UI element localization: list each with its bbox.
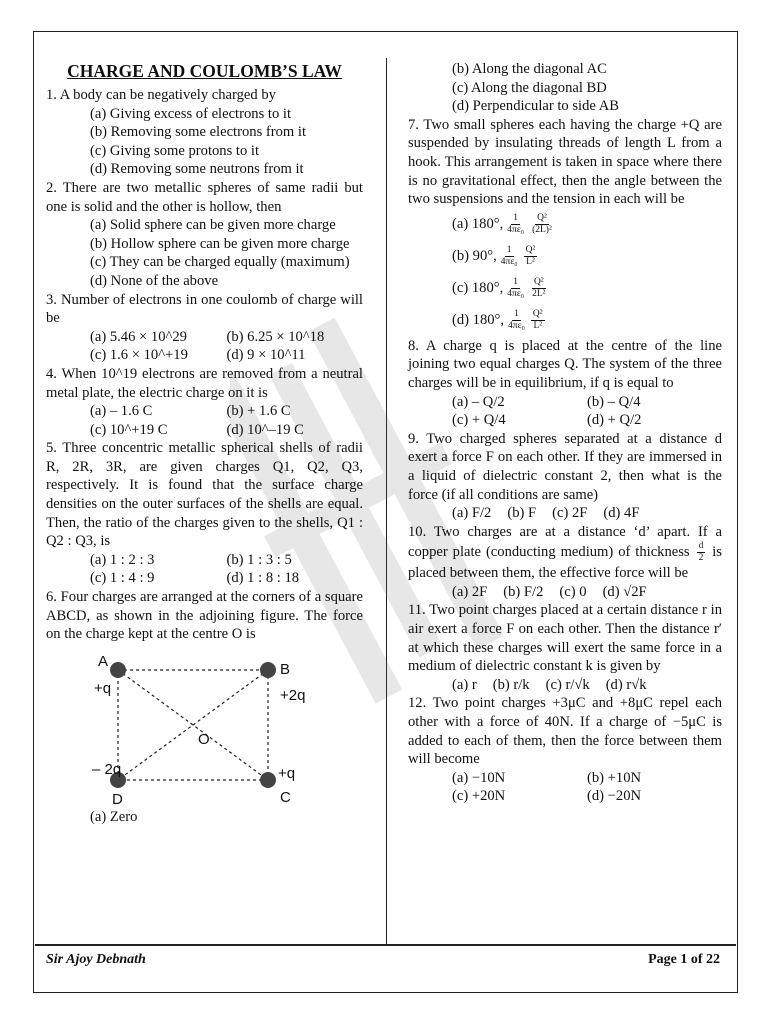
page-title: CHARGE AND COULOMB’S LAW: [67, 61, 342, 81]
q4-option-a: (a) – 1.6 C: [90, 403, 153, 420]
q7-option-b: (b) 90°, $\frac{1}{\text{4πε₀}}$ $\frac{\text{Q²}}{\text{L²}}$: [452, 245, 536, 268]
q10-option-b: (b) F/2: [503, 583, 544, 600]
q10-stem: 10. Two charges are at a distance ‘d’ apart. If a copper plate (conducting medium) of thickness $\frac{d}{2}$ is placed between them, the effective force will be: [408, 523, 722, 582]
q2-option-d: (d) None of the above: [90, 272, 219, 289]
right-column: [408, 60, 722, 806]
q11-option-a: (a) r: [452, 676, 477, 693]
q5-option-c: (c) 1 : 4 : 9: [90, 570, 155, 587]
q4-option-b: (b) + 1.6 C: [226, 403, 291, 420]
q4-option-c: (c) 10^+19 C: [90, 421, 168, 438]
q6-stem: 6. Four charges are arranged at the corners of a square ABCD, as shown in the adjoining figure. The force on the charge kept at the centre O is: [46, 589, 363, 643]
q6-option-b: (b) Along the diagonal AC: [452, 61, 607, 77]
q7-stem: 7. Two small spheres each having the charge +Q are suspended by insulating threads of length L from a hook. This arrangement is taken in space where there is no gravitational effect, then the angle between the two suspensions and the tension in each will be: [408, 116, 722, 208]
label-qc: +q: [278, 764, 296, 782]
label-qa: +q: [94, 679, 112, 697]
q9-option-d: (d) 4F: [603, 505, 640, 522]
square-charges-diagram: [90, 648, 310, 808]
q11-stem: 11. Two point charges placed at a certain distance r in air exert a force F on each other. Then the distance r′ at which these charges will exert the same force in a medium of dielectric constant k is given by: [408, 602, 722, 675]
q3-stem: 3. Number of electrons in one coulomb of charge will be: [46, 291, 363, 327]
column-divider: [386, 58, 387, 944]
q5-option-b: (b) 1 : 3 : 5: [226, 551, 292, 568]
charge-sphere-a: [110, 662, 126, 678]
q2-option-c: (c) They can be charged equally (maximum): [90, 254, 350, 271]
q7-option-d: (d) 180°, $\frac{1}{\text{4πε₀}}$ $\frac{\text{Q²}}{\text{L²}}$: [452, 309, 543, 332]
charge-sphere-b: [260, 662, 276, 678]
left-column: [46, 60, 363, 826]
q1-option-c: (c) Giving some protons to it: [90, 142, 260, 159]
q1-option-b: (b) Removing some electrons from it: [90, 124, 307, 141]
q10-option-a: (a) 2F: [452, 583, 488, 600]
q3-option-b: (b) 6.25 × 10^18: [226, 328, 325, 345]
q8-stem: 8. A charge q is placed at the centre of the line joining two equal charges Q. The system of the three charges will be in equilibrium, if q is equal to: [408, 337, 722, 391]
q3-option-a: (a) 5.46 × 10^29: [90, 328, 187, 345]
q1-stem: 1. A body can be negatively charged by: [46, 87, 276, 103]
q9-option-c: (c) 2F: [552, 505, 588, 522]
q6-option-a: (a) Zero: [90, 808, 138, 825]
q2-stem: 2. There are two metallic spheres of same radii but one is solid and the other is hollow, then: [46, 179, 363, 215]
label-c: C: [280, 788, 291, 806]
q9-option-b: (b) F: [507, 505, 537, 522]
q8-option-a: (a) – Q/2: [452, 393, 505, 410]
footer-page-number: Page 1 of 22: [648, 952, 720, 967]
q5-option-d: (d) 1 : 8 : 18: [226, 570, 300, 587]
footer-rule: [35, 944, 736, 946]
q4-stem: 4. When 10^19 electrons are removed from a neutral metal plate, the electric charge on it is: [46, 365, 363, 401]
q7-option-c: (c) 180°, $\frac{1}{\text{4πε₀}}$ $\frac{\text{Q²}}{\text{2L²}}$: [452, 277, 546, 300]
label-o: O: [198, 730, 210, 748]
label-qd: – 2q: [92, 760, 122, 778]
q12-option-c: (c) +20N: [452, 788, 506, 805]
q8-option-d: (d) + Q/2: [587, 412, 642, 429]
q9-option-a: (a) F/2: [452, 505, 492, 522]
q5-option-a: (a) 1 : 2 : 3: [90, 551, 155, 568]
charge-sphere-c: [260, 772, 276, 788]
q10-option-d: (d) √2F: [602, 583, 647, 600]
q11-option-c: (c) r/√k: [545, 676, 590, 693]
q8-option-b: (b) – Q/4: [587, 393, 641, 410]
q8-option-c: (c) + Q/4: [452, 412, 506, 429]
q10-option-c: (c) 0: [559, 583, 587, 600]
q7-option-a: (a) 180°, $\frac{1}{\text{4πε₀}}$ $\frac{\text{Q²}}{\text{(2L)²}}$: [452, 213, 552, 236]
q2-option-b: (b) Hollow sphere can be given more charge: [90, 235, 350, 252]
q12-stem: 12. Two point charges +3μC and +8μC repel each other with a force of 40N. If a charge of −5μC is added to each of them, then the force between them will become: [408, 695, 722, 768]
q12-option-d: (d) −20N: [587, 788, 642, 805]
q11-option-b: (b) r/k: [492, 676, 530, 693]
label-a: A: [98, 652, 109, 670]
q11-option-d: (d) r√k: [605, 676, 647, 693]
q6-option-c: (c) Along the diagonal BD: [452, 79, 607, 96]
square-charges-figure: [90, 648, 310, 808]
label-b: B: [280, 660, 291, 678]
label-qb: +2q: [280, 686, 306, 704]
q2-option-a: (a) Solid sphere can be given more charge: [90, 217, 336, 234]
q3-option-c: (c) 1.6 × 10^+19: [90, 347, 188, 364]
footer-author: Sir Ajoy Debnath: [46, 952, 146, 967]
q5-stem: 5. Three concentric metallic spherical shells of radii R, 2R, 3R, are given charges Q1, Q2, Q3, respectively. It is found that the surface charge densities on the outer surfaces of the shells are equal. Then, the ratio of the charges given to the shells, Q1 : Q2 : Q3, is: [46, 440, 363, 550]
q9-stem: 9. Two charged spheres separated at a distance d exert a force F on each other. If they are immersed in a liquid of dielectric constant 2, then what is the force (if all conditions are same): [408, 430, 722, 503]
q12-option-b: (b) +10N: [587, 769, 642, 786]
q1-option-d: (d) Removing some neutrons from it: [90, 161, 304, 178]
q6-option-d: (d) Perpendicular to side AB: [452, 98, 619, 115]
q1-option-a: (a) Giving excess of electrons to it: [90, 105, 292, 122]
q3-option-d: (d) 9 × 10^11: [226, 347, 306, 364]
label-d: D: [112, 790, 123, 808]
q4-option-d: (d) 10^–19 C: [226, 421, 304, 438]
q12-option-a: (a) −10N: [452, 769, 506, 786]
